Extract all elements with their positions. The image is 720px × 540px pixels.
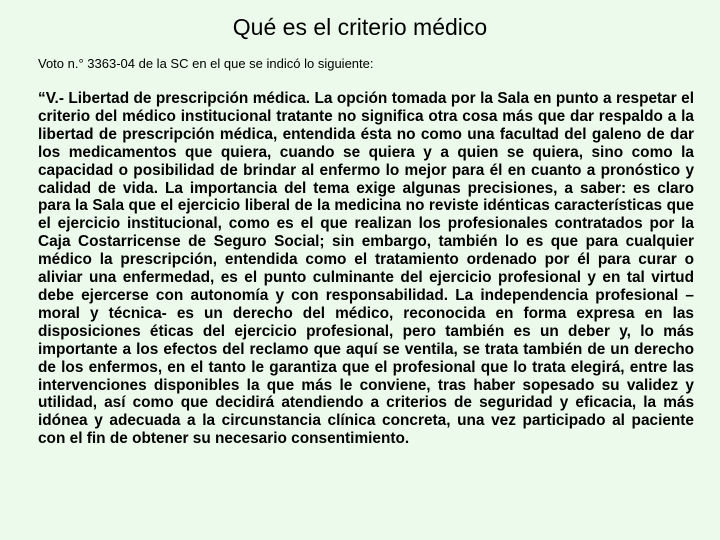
quoted-ruling-paragraph: “V.- Libertad de prescripción médica. La opción tomada por la Sala en punto a respetar el criterio del médico institucional tratante no significa otra cosa más que dar respaldo a la libertad de prescripción médica, entendida ésta no como una facultad del galeno de dar los medicamentos que quiera, cuando se quiera y a quien se quiera, sino como la capacidad o posibilidad de brindar al enfermo lo mejor para él en cuanto a pronóstico y calidad de vida. La importancia del tema exige algunas precisiones, a saber: es claro para la Sala que el ejercicio liberal de la medicina no reviste idénticas características que el ejercicio institucional, como es el que realizan los profesionales contratados por la Caja Costarricense de Seguro Social; sin embargo, también lo es que para cualquier médico la prescripción, entendida como el tratamiento ordenado por él para curar o aliviar una enfermedad, es el punto culminante del ejercicio profesional y en tal virtud debe ejercerse con autonomía y con responsabilidad. La independencia profesional –moral y técnica- es un derecho del médico, reconocida en forma expresa en las disposiciones éticas del ejercicio profesional, pero también es un deber y, lo más importante a los efectos del reclamo que aquí se ventila, se trata también de un derecho de los enfermos, en el tanto le garantiza que el profesional que lo trata elegirá, entre las intervenciones disponibles la que más le conviene, tras haber sopesado su validez y utilidad, así como que decidirá atendiendo a criterios de seguridad y eficacia, la más idónea y adecuada a la circunstancia clínica concreta, una vez participado al paciente con el fin de obtener su necesario consentimiento. [38,90,694,448]
intro-text: Voto n.° 3363-04 de la SC en el que se indicó lo siguiente: [38,56,374,71]
page-title: Qué es el criterio médico [232,14,488,40]
